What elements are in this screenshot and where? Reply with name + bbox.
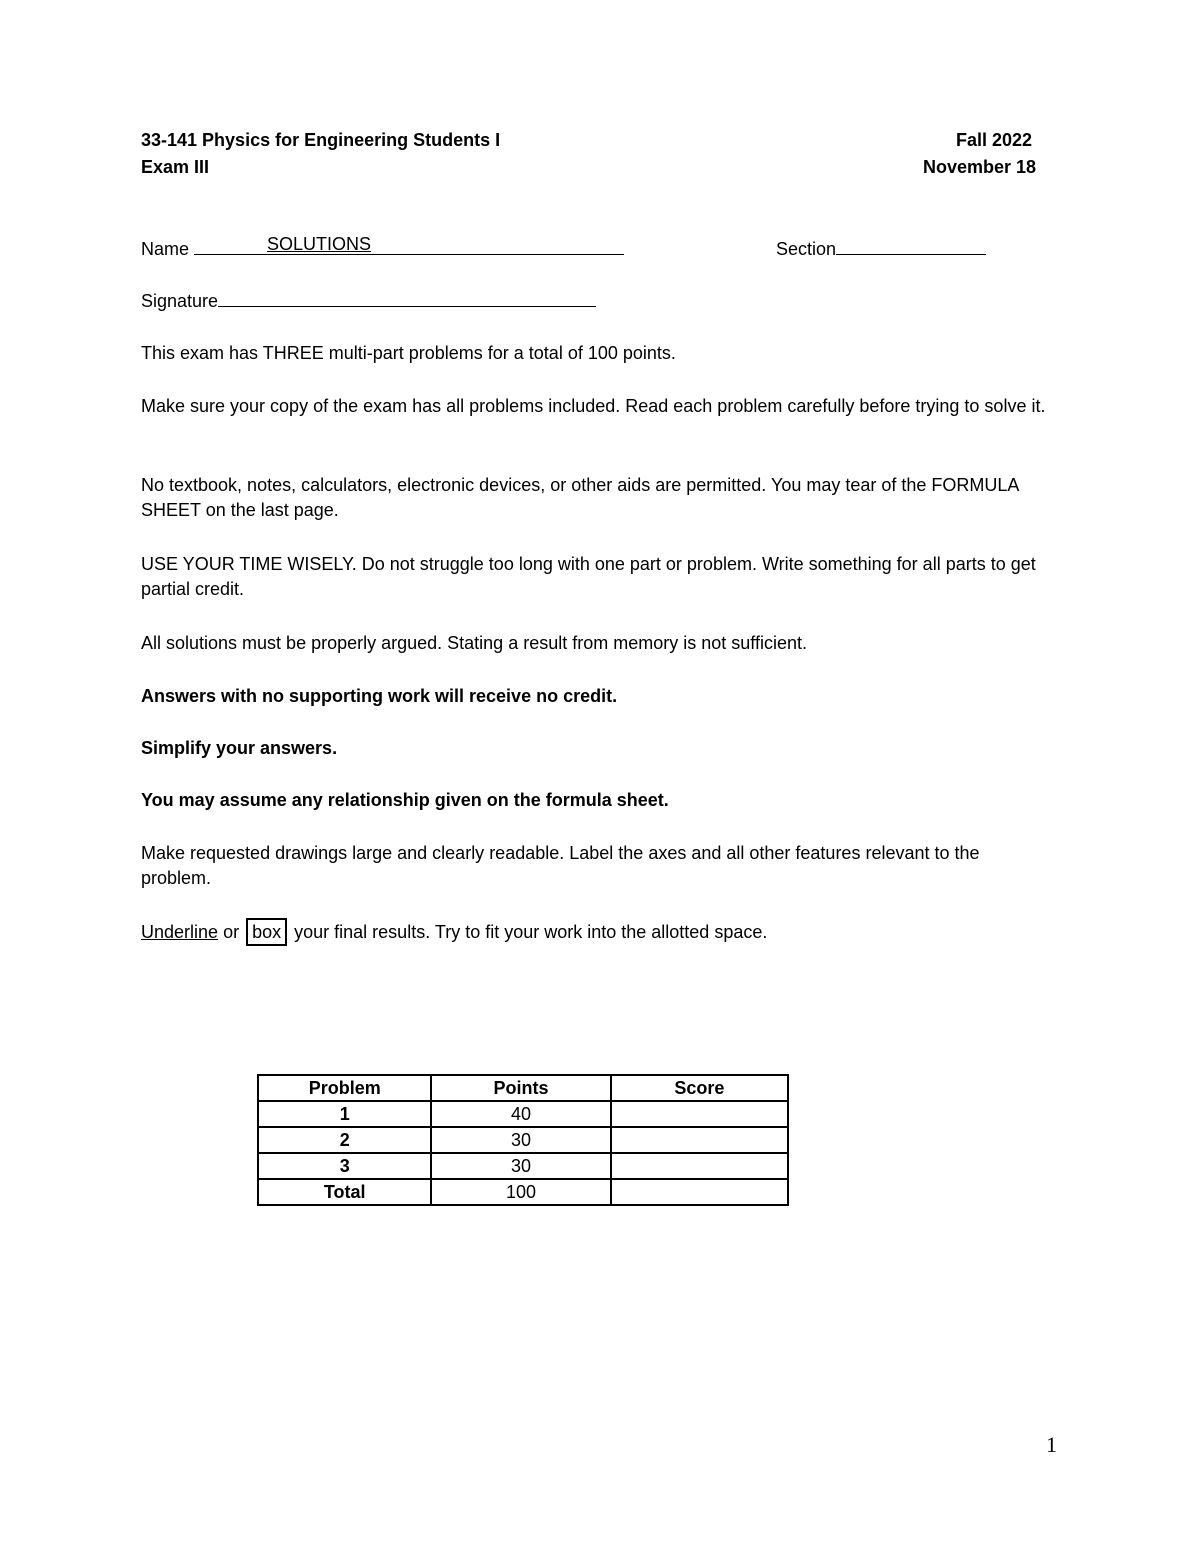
name-line[interactable]: [194, 236, 624, 255]
signature-label: Signature: [141, 291, 219, 311]
problem-cell: 1: [258, 1101, 431, 1127]
name-field[interactable]: [141, 236, 624, 260]
points-cell: 30: [431, 1127, 610, 1153]
problem-cell: 2: [258, 1127, 431, 1153]
score-cell[interactable]: [611, 1179, 788, 1205]
table-row: [258, 1127, 788, 1153]
instruction-problems-count: This exam has THREE multi-part problems for a total of 100 points.: [141, 343, 676, 363]
points-cell: 40: [431, 1101, 610, 1127]
table-header-row: [258, 1075, 788, 1101]
header-score: Score: [611, 1075, 788, 1101]
section-label: Section: [776, 239, 837, 259]
or-word: or: [223, 922, 240, 942]
page-number: 1: [1046, 1432, 1057, 1457]
problem-cell: 3: [258, 1153, 431, 1179]
score-cell[interactable]: [611, 1153, 788, 1179]
signature-line[interactable]: [218, 288, 596, 307]
points-cell: 100: [431, 1179, 610, 1205]
exam-date: November 18: [923, 157, 1037, 177]
problem-cell: Total: [258, 1179, 431, 1205]
instruction-no-aids: No textbook, notes, calculators, electronic devices, or other aids are permitted. You may tear of the FORMULA SHEET on the last page.: [141, 475, 1019, 520]
instruction-simplify: Simplify your answers.: [141, 738, 338, 758]
header-points: Points: [431, 1075, 610, 1101]
exam-title: Exam III: [141, 157, 210, 177]
instruction-final-results: [141, 918, 1051, 946]
final-results-text: your final results. Try to fit your work into the allotted space.: [294, 922, 768, 942]
table-row: [258, 1153, 788, 1179]
underline-word: Underline: [141, 922, 219, 942]
points-cell: 30: [431, 1153, 610, 1179]
header-problem: Problem: [258, 1075, 431, 1101]
instruction-check-copy: Make sure your copy of the exam has all problems included. Read each problem carefully before trying to solve it.: [141, 396, 1046, 416]
instruction-supporting-work: Answers with no supporting work will receive no credit.: [141, 686, 618, 706]
course-title: 33-141 Physics for Engineering Students I: [141, 130, 501, 150]
name-value: SOLUTIONS: [267, 234, 372, 254]
table-row-total: [258, 1179, 788, 1205]
instruction-time: USE YOUR TIME WISELY. Do not struggle too long with one part or problem. Write something for all parts to get partial credit.: [141, 554, 1036, 599]
section-line[interactable]: [836, 236, 986, 255]
instruction-drawings: Make requested drawings large and clearly readable. Label the axes and all other features relevant to the problem.: [141, 843, 980, 888]
score-cell[interactable]: [611, 1101, 788, 1127]
score-table: [257, 1074, 789, 1206]
score-cell[interactable]: [611, 1127, 788, 1153]
name-label: Name: [141, 239, 190, 259]
table-row: [258, 1101, 788, 1127]
instruction-formula-sheet: You may assume any relationship given on the formula sheet.: [141, 790, 669, 810]
section-field[interactable]: [776, 236, 986, 260]
instruction-argued: All solutions must be properly argued. Stating a result from memory is not sufficient.: [141, 633, 807, 653]
term: Fall 2022: [956, 130, 1033, 150]
box-word: box: [246, 918, 287, 946]
signature-field[interactable]: [141, 288, 596, 312]
